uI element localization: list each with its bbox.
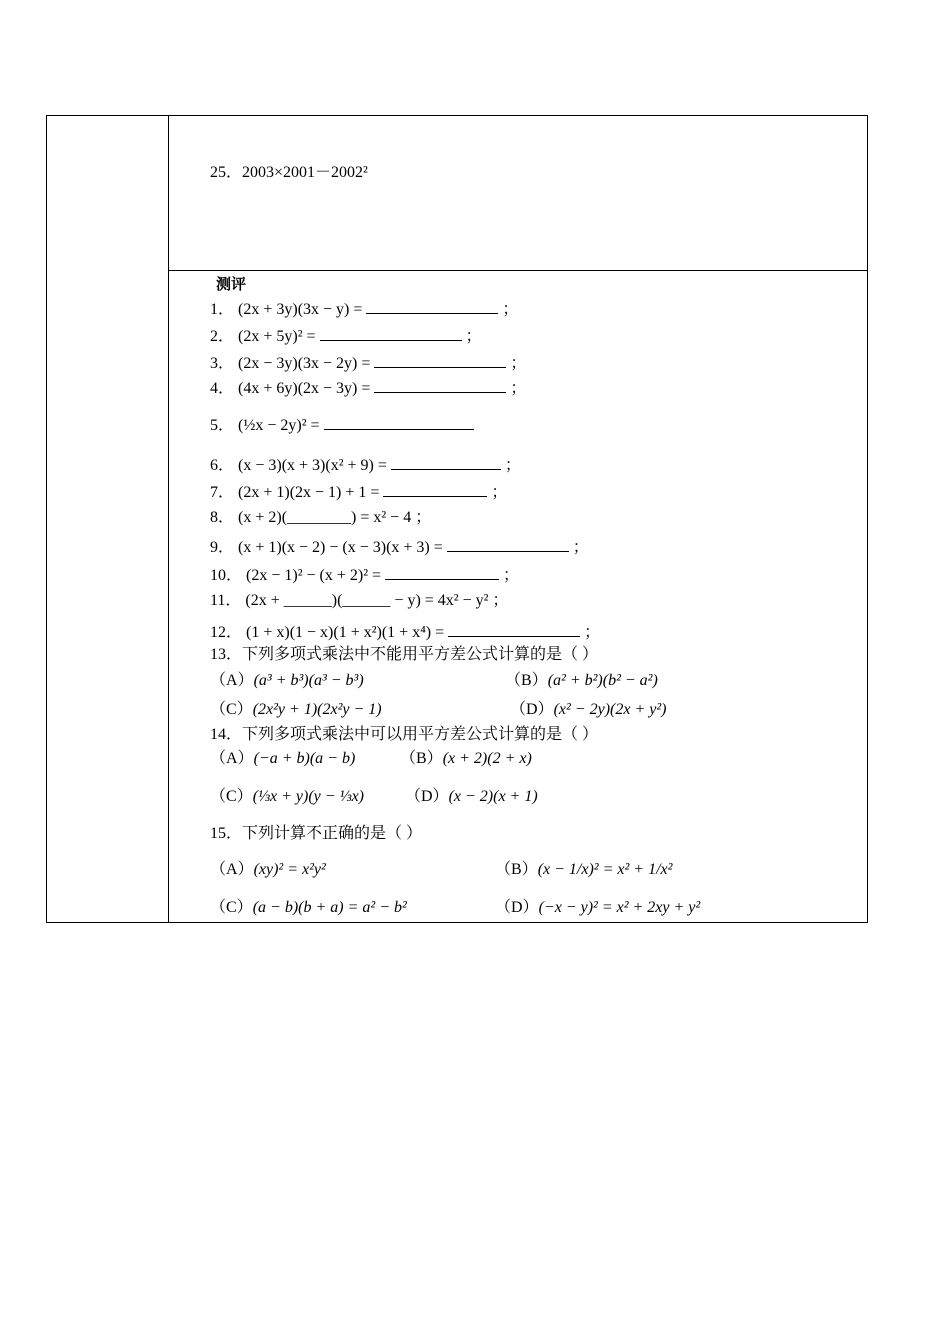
section-heading: 测评: [216, 275, 247, 293]
answer-blank: [374, 376, 506, 393]
semicolon: ；: [504, 457, 521, 474]
question-expr: (2x + 1)(2x − 1) + 1 =: [238, 484, 380, 501]
question-expr: (2x + ______)(______ − y) = 4x² − y²: [245, 592, 489, 609]
question-expr: (2x + 3y)(3x − y) =: [238, 301, 363, 318]
option-text: (x² − 2y)(2x + y²): [553, 701, 667, 718]
question-14-option-b: [400, 749, 532, 769]
option-label: （D）: [405, 788, 449, 805]
question-15-option-a: [210, 860, 326, 880]
question-15-option-d: [495, 898, 700, 918]
option-text: (xy)² = x²y²: [253, 861, 326, 878]
question-expr: (2x − 3y)(3x − 2y) =: [238, 355, 371, 372]
semicolon: ；: [510, 355, 527, 372]
option-label: （C）: [210, 788, 253, 805]
question-number: 6．: [210, 457, 235, 474]
answer-blank: [383, 480, 487, 497]
question-expr: (½x − 2y)² =: [238, 417, 320, 434]
semicolon: ；: [584, 624, 601, 641]
question-number: 3．: [210, 355, 235, 372]
question-15-option-b: [495, 860, 672, 880]
question-14-option-c: [210, 787, 364, 807]
question-10: [210, 563, 519, 586]
question-15-option-c: [210, 898, 407, 918]
question-3: [210, 351, 526, 374]
answer-blank: [320, 324, 462, 341]
option-label: （B）: [400, 750, 443, 767]
option-label: （C）: [210, 701, 253, 718]
question-number: 8．: [210, 509, 235, 526]
question-12: [210, 620, 600, 643]
semicolon: ；: [510, 380, 527, 397]
question-8: [210, 508, 431, 528]
question-number: 11．: [210, 592, 242, 609]
question-expr: (2x + 5y)² =: [238, 328, 316, 345]
question-14-stem: 14．下列多项式乘法中可以用平方差公式计算的是（ ）: [210, 726, 599, 743]
row-divider: [168, 270, 867, 271]
question-expr: (x − 3)(x + 3)(x² + 9) =: [238, 457, 387, 474]
question-15-stem: 15．下列计算不正确的是（ ）: [210, 825, 423, 842]
option-text: (x − 1/x)² = x² + 1/x²: [537, 861, 673, 878]
question-13-option-c: [210, 700, 382, 720]
answer-blank: [391, 453, 501, 470]
answer-blank: [447, 535, 569, 552]
option-label: （B）: [495, 861, 538, 878]
option-text: (a³ + b³)(a³ − b³): [253, 672, 364, 689]
semicolon: ；: [572, 539, 589, 556]
problem-25: 25．2003×2001－2002²: [210, 164, 368, 181]
column-divider: [168, 116, 169, 922]
option-text: (x − 2)(x + 1): [448, 788, 538, 805]
option-text: (−a + b)(a − b): [253, 750, 356, 767]
option-label: （D）: [510, 701, 554, 718]
question-number: 4．: [210, 380, 235, 397]
option-label: （A）: [210, 750, 254, 767]
answer-blank: [448, 620, 580, 637]
answer-blank: [374, 351, 506, 368]
question-9: [210, 535, 589, 558]
question-11: [210, 591, 508, 611]
question-number: 10．: [210, 567, 243, 584]
option-label: （D）: [495, 899, 539, 916]
question-5: [210, 413, 474, 436]
question-expr: (4x + 6y)(2x − 3y) =: [238, 380, 371, 397]
answer-blank: [324, 413, 474, 430]
question-13-option-b: [505, 671, 658, 691]
question-expr: (x + 2)(________) = x² − 4: [238, 509, 412, 526]
option-label: （A）: [210, 672, 254, 689]
question-1: [210, 297, 518, 320]
question-2: [210, 324, 482, 347]
question-number: 5．: [210, 417, 235, 434]
question-4: [210, 376, 526, 399]
answer-blank: [385, 563, 499, 580]
option-text: (x + 2)(2 + x): [442, 750, 532, 767]
question-expr: (2x − 1)² − (x + 2)² =: [246, 567, 382, 584]
semicolon: ；: [503, 567, 520, 584]
question-14-option-d: [405, 787, 538, 807]
question-13-stem: 13．下列多项式乘法中不能用平方差公式计算的是（ ）: [210, 646, 599, 663]
option-text: (a² + b²)(b² − a²): [547, 672, 658, 689]
option-label: （A）: [210, 861, 254, 878]
answer-blank: [366, 297, 498, 314]
question-number: 9．: [210, 539, 235, 556]
semicolon: ；: [492, 592, 509, 609]
option-label: （B）: [505, 672, 548, 689]
question-6: [210, 453, 521, 476]
option-text: (a − b)(b + a) = a² − b²: [252, 899, 407, 916]
option-text: (2x²y + 1)(2x²y − 1): [252, 701, 382, 718]
question-13-option-d: [510, 700, 666, 720]
question-13-option-a: [210, 671, 364, 691]
option-label: （C）: [210, 899, 253, 916]
question-number: 1．: [210, 301, 235, 318]
semicolon: ；: [502, 301, 519, 318]
semicolon: ；: [491, 484, 508, 501]
semicolon: ；: [465, 328, 482, 345]
semicolon: ；: [415, 509, 432, 526]
question-number: 12．: [210, 624, 243, 641]
question-expr: (x + 1)(x − 2) − (x − 3)(x + 3) =: [238, 539, 443, 556]
option-text: (−x − y)² = x² + 2xy + y²: [538, 899, 701, 916]
option-text: (⅓x + y)(y − ⅓x): [252, 788, 364, 805]
question-14-option-a: [210, 749, 355, 769]
question-expr: (1 + x)(1 − x)(1 + x²)(1 + x⁴) =: [246, 624, 445, 641]
question-number: 7．: [210, 484, 235, 501]
question-number: 2．: [210, 328, 235, 345]
question-7: [210, 480, 507, 503]
